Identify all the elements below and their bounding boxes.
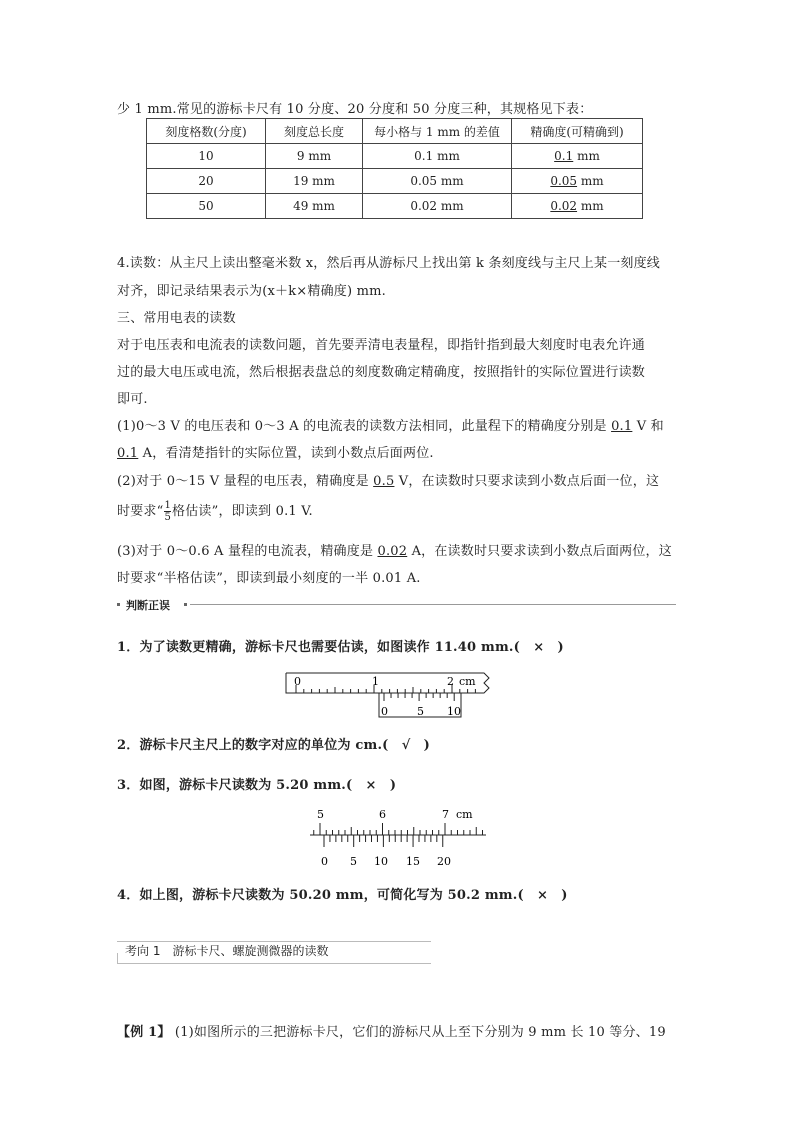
- caliper-figure-1: [284, 670, 494, 720]
- kaoxiang-topic: 游标卡尺、螺旋测微器的读数: [172, 944, 329, 958]
- caliper-figure-2: [306, 803, 490, 869]
- judge-title: 判断正误: [126, 599, 170, 612]
- vernier-spec-table: [146, 118, 643, 219]
- example-text: (1)如图所示的三把游标卡尺，它们的游标尺从上至下分别为 9 mm 长 10 等分、19: [174, 1025, 666, 1040]
- meter-item-1-cont: [117, 442, 434, 461]
- text-run: V 和: [632, 419, 664, 434]
- main-label: 1: [372, 675, 379, 688]
- table-cell: 50: [147, 194, 266, 219]
- vernier-ticks: [384, 693, 454, 701]
- table-header: 刻度总长度: [266, 119, 363, 144]
- meter-item-3-cont: 时要求“半格估读”，即读到最小刻度的一半 0.01 A.: [117, 571, 421, 586]
- answer-underlined: 0.02: [377, 544, 408, 559]
- precision-unit: mm: [577, 174, 604, 188]
- table-cell: 49 mm: [266, 194, 363, 219]
- text-run: (1)0～3 V 的电压表和 0～3 A 的电流表的读数方法相同，此量程下的精确度分别是: [117, 419, 612, 434]
- main-label: 6: [379, 808, 386, 821]
- kaoxiang-title: [125, 942, 328, 959]
- text-run: (3)对于 0～0.6 A 量程的电流表，精确度是: [117, 544, 378, 559]
- meter-intro-line2: 过的最大电压或电流，然后根据表盘总的刻度数确定精确度，按照指针的实际位置进行读数: [117, 365, 646, 380]
- question-1: 1．为了读数更精确，游标卡尺也需要估读，如图读作 11.40 mm.( × ): [117, 640, 564, 655]
- kaoxiang-rule-side: [117, 953, 118, 963]
- text-run: 格估读”，即读到 0.1 V.: [172, 504, 313, 519]
- meter-intro-line1: 对于电压表和电流表的读数问题，首先要弄清电表量程，即指针指到最大刻度时电表允许通: [117, 338, 646, 353]
- kaoxiang-label: 考向 1: [125, 944, 161, 958]
- table-cell: 19 mm: [266, 169, 363, 194]
- vernier-scale: [379, 693, 461, 718]
- vernier-label: 5: [350, 855, 357, 868]
- text-run: V，在读数时只要求读到小数点后面一位，这: [394, 474, 660, 489]
- section-title: 三、常用电表的读数: [117, 311, 236, 326]
- precision-value: 0.05: [550, 174, 578, 188]
- table-row: [147, 194, 643, 219]
- fraction-numerator: 1: [164, 500, 172, 511]
- example-tag: 【例 1】: [117, 1025, 171, 1040]
- main-scale-ticks: [314, 823, 483, 835]
- table-header-row: [147, 119, 643, 144]
- example-1: [117, 1021, 666, 1040]
- table-header: 刻度格数(分度): [147, 119, 266, 144]
- divider: [190, 604, 676, 605]
- table-cell: [512, 194, 643, 219]
- table-cell: 0.1 mm: [363, 144, 512, 169]
- vernier-label: 0: [381, 705, 388, 718]
- kaoxiang-rule-bottom: [117, 963, 431, 964]
- main-label: 7: [442, 808, 449, 821]
- precision-value: 0.02: [550, 199, 578, 213]
- vernier-label: 5: [417, 705, 424, 718]
- reading-rule-line1: 4.读数：从主尺上读出整毫米数 x，然后再从游标尺上找出第 k 条刻度线与主尺上某一刻度线: [117, 256, 661, 271]
- text-run: 时要求“: [117, 504, 164, 519]
- answer-underlined: 0.1: [611, 419, 633, 434]
- vernier-label: 10: [374, 855, 388, 868]
- precision-unit: mm: [577, 199, 604, 213]
- vernier-ticks: [324, 835, 443, 847]
- bullet-square: [117, 603, 120, 606]
- unit-label: cm: [456, 808, 473, 821]
- question-4: 4．如上图，游标卡尺读数为 50.20 mm，可简化写为 50.2 mm.( × ): [117, 888, 568, 903]
- question-2: 2．游标卡尺主尺上的数字对应的单位为 cm.( √ ): [117, 738, 431, 753]
- answer-underlined: 0.5: [373, 474, 395, 489]
- meter-item-2: [117, 470, 659, 489]
- main-scale: [286, 673, 489, 693]
- answer-underlined: 0.1: [117, 446, 139, 461]
- meter-item-1: [117, 415, 664, 434]
- fraction-denominator: 5: [164, 512, 172, 523]
- vernier-label: 0: [321, 855, 328, 868]
- main-label: 0: [294, 675, 301, 688]
- fraction-one-fifth: [164, 500, 171, 523]
- main-label: 2: [447, 675, 454, 688]
- meter-intro-line3: 即可.: [117, 392, 148, 407]
- unit-label: cm: [459, 675, 476, 688]
- table-cell: [512, 169, 643, 194]
- table-cell: [512, 144, 643, 169]
- table-cell: 20: [147, 169, 266, 194]
- kaoxiang-header: [117, 941, 431, 963]
- text-run: (2)对于 0～15 V 量程的电压表，精确度是: [117, 474, 374, 489]
- vernier-label: 15: [406, 855, 420, 868]
- text-run: A，看清楚指针的实际位置，读到小数点后面两位.: [138, 446, 434, 461]
- vernier-label: 10: [447, 705, 461, 718]
- table-cell: 0.02 mm: [363, 194, 512, 219]
- table-header: 每小格与 1 mm 的差值: [363, 119, 512, 144]
- table-cell: 0.05 mm: [363, 169, 512, 194]
- table-header: 精确度(可精确到): [512, 119, 643, 144]
- table-cell: 9 mm: [266, 144, 363, 169]
- table-row: [147, 144, 643, 169]
- reading-rule-line2: 对齐，即记录结果表示为(x＋k×精确度) mm.: [117, 284, 386, 299]
- table-cell: 10: [147, 144, 266, 169]
- bullet-square: [184, 603, 187, 606]
- table-row: [147, 169, 643, 194]
- text-run: A，在读数时只要求读到小数点后面两位，这: [407, 544, 672, 559]
- vernier-label: 20: [437, 855, 451, 868]
- main-label: 5: [317, 808, 324, 821]
- meter-item-2-cont: [117, 500, 313, 523]
- precision-unit: mm: [573, 149, 600, 163]
- intro-text: 少 1 mm.常见的游标卡尺有 10 分度、20 分度和 50 分度三种，其规格见下表：: [117, 102, 593, 117]
- precision-value: 0.1: [554, 149, 574, 163]
- question-3: 3．如图，游标卡尺读数为 5.20 mm.( × ): [117, 778, 397, 793]
- meter-item-3: [117, 540, 672, 559]
